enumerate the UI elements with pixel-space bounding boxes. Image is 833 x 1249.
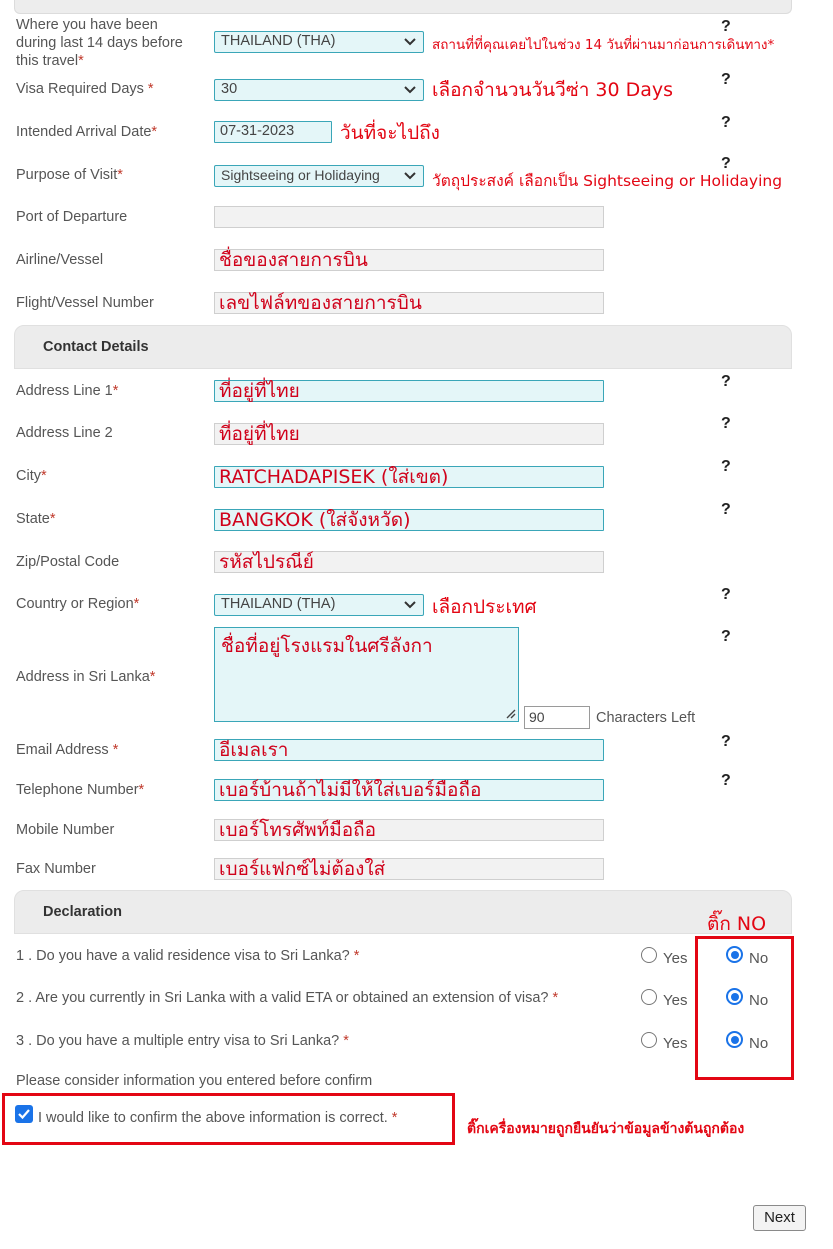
purpose-select[interactable]: Sightseeing or Holidaying [214,165,424,187]
characters-left-counter: 90 [524,706,590,729]
help-icon[interactable]: ? [721,155,731,172]
email-value: อีเมลเรา [219,739,289,761]
visa-days-select[interactable]: 30 [214,79,424,101]
declaration-annotation: ติ๊ก NO [707,913,767,935]
telephone-value: เบอร์บ้านถ้าไม่มีให้ใส่เบอร์มือถือ [219,779,482,801]
confirm-label: I would like to confirm the above information is correct. * [38,1110,398,1126]
confirm-notice: Please consider information you entered before confirm [16,1073,373,1089]
no-highlight-box [695,936,794,1080]
help-icon[interactable]: ? [721,114,731,131]
zip-label: Zip/Postal Code [16,554,120,570]
contact-details-header: Contact Details [14,325,792,369]
address1-value: ที่อยู่ที่ไทย [219,380,300,402]
country-select[interactable]: THAILAND (THA) [214,594,424,616]
q1-yes-label: Yes [663,950,688,967]
question-2: 2 . Are you currently in Sri Lanka with a valid ETA or obtained an extension of visa? * [16,990,559,1006]
flight-value: เลขไฟล์ทของสายการบิน [219,292,422,314]
mobile-input[interactable] [214,819,604,841]
help-icon[interactable]: ? [721,586,731,603]
arrival-date-annotation: วันที่จะไปถึง [340,122,440,144]
address2-input[interactable] [214,423,604,445]
srilanka-address-textarea[interactable] [214,627,519,722]
fax-value: เบอร์แฟกซ์ไม่ต้องใส่ [219,858,386,880]
q1-no-label: No [749,950,769,967]
address2-value: ที่อยู่ที่ไทย [219,423,300,445]
email-input[interactable] [214,739,604,761]
q3-yes-radio[interactable] [641,1032,657,1048]
country-annotation: เลือกประเทศ [432,596,537,618]
confirm-annotation: ติ๊กเครื่องหมายถูกยืนยันว่าข้อมูลข้างต้นถูกต้อง [467,1121,745,1137]
help-icon[interactable]: ? [721,373,731,390]
city-input[interactable] [214,466,604,488]
q2-no-label: No [749,992,769,1009]
srilanka-address-label: Address in Sri Lanka* [16,669,156,685]
q1-yes-radio[interactable] [641,947,657,963]
port-label: Port of Departure [16,209,128,225]
question-1: 1 . Do you have a valid residence visa to Sri Lanka? * [16,948,360,964]
flight-input[interactable] [214,292,604,314]
chevron-down-icon [401,33,419,51]
help-icon[interactable]: ? [721,628,731,645]
telephone-label: Telephone Number* [16,782,145,798]
confirm-checkbox[interactable] [15,1105,33,1123]
resize-handle-icon[interactable] [504,707,516,719]
top-section-edge [14,0,792,14]
chevron-down-icon [401,596,419,614]
fax-label: Fax Number [16,861,96,877]
mobile-value: เบอร์โทรศัพท์มือถือ [219,819,377,841]
telephone-input[interactable] [214,779,604,801]
help-icon[interactable]: ? [721,501,731,518]
visa-days-annotation: เลือกจำนวนวันวีซ่า 30 Days [432,79,674,101]
state-input[interactable] [214,509,604,531]
state-value: BANGKOK (ใส่จังหวัด) [219,509,411,531]
city-value: RATCHADAPISEK (ใส่เขต) [219,466,449,488]
state-label: State* [16,511,56,527]
chevron-down-icon [401,167,419,185]
q3-yes-label: Yes [663,1035,688,1052]
city-label: City* [16,468,47,484]
address1-input[interactable] [214,380,604,402]
purpose-annotation: วัตถุประสงค์ เลือกเป็น Sightseeing or Holidaying [432,172,783,190]
arrival-date-label: Intended Arrival Date* [16,124,158,140]
where-been-select[interactable]: THAILAND (THA) [214,31,424,53]
mobile-label: Mobile Number [16,822,115,838]
q2-yes-label: Yes [663,992,688,1009]
flight-label: Flight/Vessel Number [16,295,154,311]
q2-yes-radio[interactable] [641,989,657,1005]
checkmark-icon [17,1107,31,1121]
visa-days-label: Visa Required Days * [16,81,154,97]
q3-no-label: No [749,1035,769,1052]
purpose-label: Purpose of Visit* [16,167,123,183]
next-button[interactable]: Next [753,1205,806,1231]
help-icon[interactable]: ? [721,415,731,432]
help-icon[interactable]: ? [721,772,731,789]
where-been-annotation: สถานที่ที่คุณเคยไปในช่วง 14 วันที่ผ่านมาก่อนการเดินทาง* [432,37,775,53]
help-icon[interactable]: ? [721,18,731,35]
characters-left-label: Characters Left [596,710,696,726]
fax-input[interactable] [214,858,604,880]
address1-label: Address Line 1* [16,383,119,399]
help-icon[interactable]: ? [721,458,731,475]
where-been-label: Where you have been during last 14 days before this travel* [16,17,183,69]
question-3: 3 . Do you have a multiple entry visa to Sri Lanka? * [16,1033,349,1049]
email-label: Email Address * [16,742,119,758]
declaration-header: Declaration [14,890,792,934]
srilanka-address-value: ชื่อที่อยู่โรงแรมในศรีลังกา [221,635,433,657]
address2-label: Address Line 2 [16,425,113,441]
zip-input[interactable] [214,551,604,573]
port-input[interactable] [214,206,604,228]
airline-value: ชื่อของสายการบิน [219,249,368,271]
airline-input[interactable] [214,249,604,271]
zip-value: รหัสไปรณีย์ [219,551,314,573]
airline-label: Airline/Vessel [16,252,104,268]
help-icon[interactable]: ? [721,71,731,88]
help-icon[interactable]: ? [721,733,731,750]
arrival-date-input[interactable]: 07-31-2023 [214,121,332,143]
country-label: Country or Region* [16,596,140,612]
chevron-down-icon [401,81,419,99]
